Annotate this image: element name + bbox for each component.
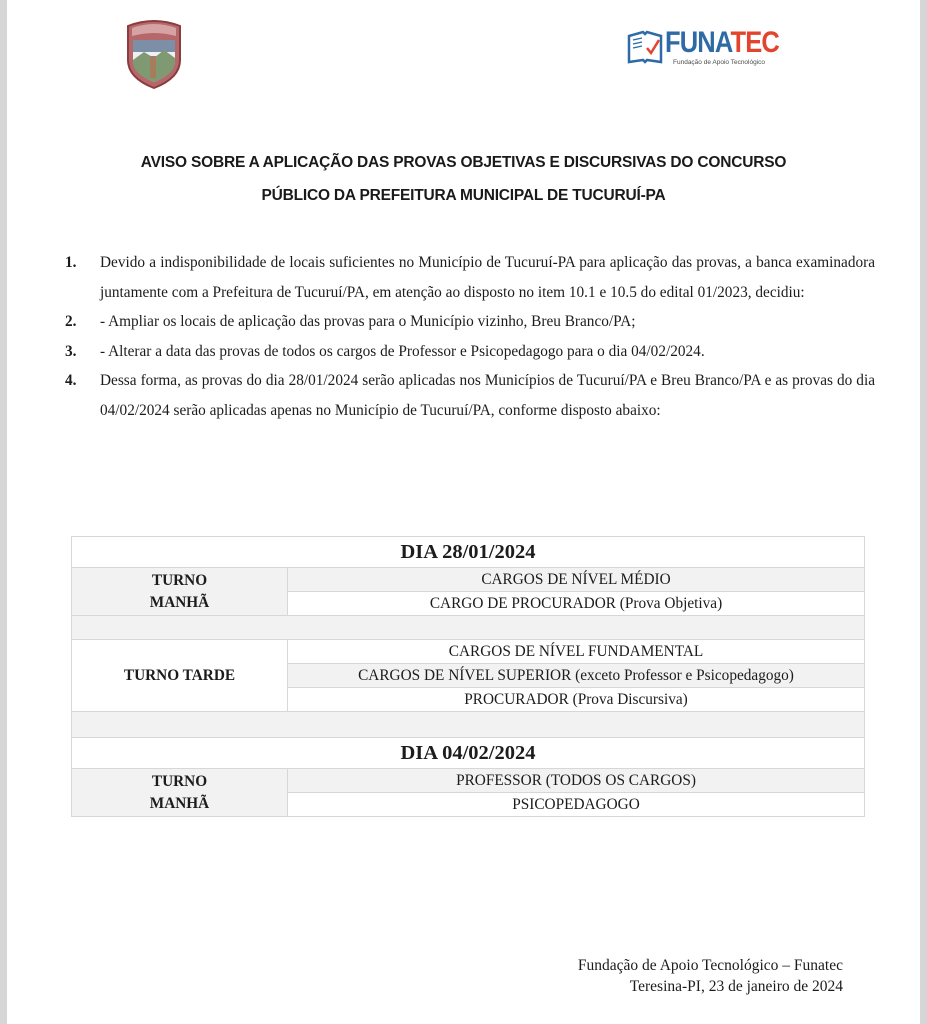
- open-book-check-icon: [625, 28, 665, 68]
- shift-label-line-2: MANHÃ: [149, 593, 210, 611]
- list-item-number: 3.: [65, 342, 77, 360]
- signature-place-date: Teresina-PI, 23 de janeiro de 2024: [629, 978, 843, 995]
- document-title-line-2: PÚBLICO DA PREFEITURA MUNICIPAL DE TUCURUÍ-PA: [261, 187, 666, 204]
- funatec-tagline: Fundação de Apoio Tecnológico: [673, 59, 766, 66]
- funatec-wordmark: FUNATEC: [665, 26, 779, 59]
- table-row: [72, 616, 865, 640]
- day-header: DIA 04/02/2024: [72, 738, 865, 769]
- position-cell: PROCURADOR (Prova Discursiva): [288, 688, 865, 712]
- list-item-number: 4.: [65, 372, 77, 389]
- list-item-text: Devido a indisponibilidade de locais suficientes no Município de Tucuruí-PA para aplicação das provas, a banca examinadora juntamente com a Prefeitura de Tucuruí/PA, em atenção ao disposto no item 10.1 e 10.5 do edital 01/2023, decidiu:: [100, 254, 875, 301]
- signature-organization: Fundação de Apoio Tecnológico – Funatec: [577, 957, 843, 974]
- funatec-logo: [625, 24, 789, 72]
- table-row: [72, 738, 865, 769]
- table-row: [72, 568, 865, 592]
- list-item-number: 1.: [65, 254, 77, 271]
- shift-label-line-1: TURNO: [151, 571, 208, 589]
- list-item-text: Dessa forma, as provas do dia 28/01/2024 serão aplicadas nos Municípios de Tucuruí/PA e Breu Branco/PA e as provas do dia 04/02/2024 serão aplicadas apenas no Município de Tucuruí/PA, conforme disposto abaixo:: [100, 372, 875, 419]
- table-row: [72, 712, 865, 738]
- table-row: [72, 537, 865, 568]
- shift-cell: [72, 769, 288, 817]
- shift-cell: [72, 568, 288, 616]
- shift-label-line-1: TURNO: [151, 772, 208, 790]
- table-row: [72, 769, 865, 793]
- municipal-crest-icon: [124, 16, 184, 90]
- shift-label-line-2: MANHÃ: [149, 794, 210, 812]
- list-item-text: - Ampliar os locais de aplicação das provas para o Município vizinho, Breu Branco/PA;: [100, 313, 636, 330]
- schedule-table: [71, 536, 865, 817]
- position-cell: CARGO DE PROCURADOR (Prova Objetiva): [288, 592, 865, 616]
- position-cell: CARGOS DE NÍVEL FUNDAMENTAL: [288, 640, 865, 664]
- position-cell: CARGOS DE NÍVEL SUPERIOR (exceto Professor e Psicopedagogo): [288, 664, 865, 688]
- list-item-number: 2.: [65, 313, 77, 330]
- document-title-line-1: AVISO SOBRE A APLICAÇÃO DAS PROVAS OBJETIVAS E DISCURSIVAS DO CONCURSO: [140, 154, 787, 171]
- day-header: DIA 28/01/2024: [72, 537, 865, 568]
- document-page: [7, 0, 920, 1024]
- position-cell: PROFESSOR (TODOS OS CARGOS): [288, 769, 865, 793]
- list-item: [65, 366, 875, 425]
- position-cell: PSICOPEDAGOGO: [288, 793, 865, 817]
- notice-list: [65, 248, 875, 425]
- spacer-row: [72, 616, 865, 640]
- position-cell: CARGOS DE NÍVEL MÉDIO: [288, 568, 865, 592]
- list-item: [65, 337, 875, 367]
- spacer-row: [72, 712, 865, 738]
- table-row: [72, 640, 865, 664]
- signature-block: [578, 955, 843, 997]
- list-item: [65, 307, 875, 337]
- shift-cell: TURNO TARDE: [72, 640, 288, 712]
- list-item-text: - Alterar a data das provas de todos os cargos de Professor e Psicopedagogo para o dia 04/02/2024.: [100, 342, 705, 360]
- list-item: [65, 248, 875, 307]
